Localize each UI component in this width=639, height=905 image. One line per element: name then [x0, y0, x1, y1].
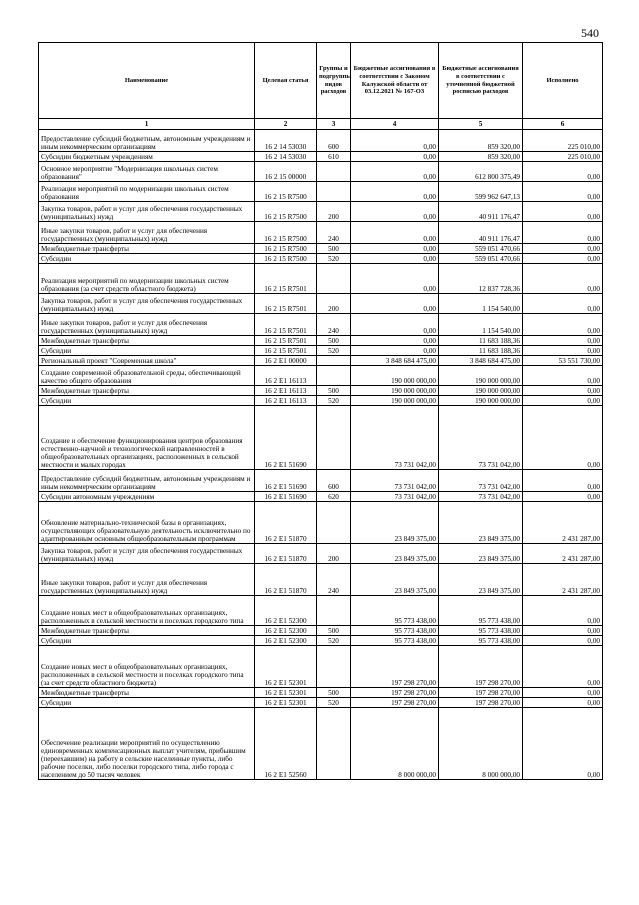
header-executed: Исполнено — [523, 43, 603, 119]
table-row — [39, 470, 603, 492]
cell-executed: 0,00 — [523, 202, 603, 222]
cell-group — [317, 162, 351, 182]
column-number: 3 — [317, 119, 351, 130]
cell-executed: 0,00 — [523, 636, 603, 646]
cell-law: 0,00 — [351, 222, 439, 244]
cell-refined: 859 320,00 — [439, 152, 523, 162]
cell-name: Предоставление субсидий бюджетным, автономным учреждениям и иным некоммерческим организациям — [39, 130, 255, 152]
cell-law: 197 298 270,00 — [351, 688, 439, 698]
cell-code: 16 2 E1 51690 — [255, 492, 317, 502]
cell-law: 95 773 438,00 — [351, 626, 439, 636]
cell-name: Создание и обеспечение функционирования центров образования естественно-научной и технологической направленностей в общеобразовательных организациях, расположенных в сельской местности и малых городах — [39, 406, 255, 470]
cell-executed: 0,00 — [523, 366, 603, 386]
cell-refined: 559 051 470,66 — [439, 244, 523, 254]
cell-group: 240 — [317, 564, 351, 596]
cell-name: Субсидии автономным учреждениям — [39, 492, 255, 502]
cell-name: Реализация мероприятий по модернизации школьных систем образования — [39, 182, 255, 202]
cell-law: 73 731 042,00 — [351, 492, 439, 502]
cell-name: Субсидии бюджетным учреждениям — [39, 152, 255, 162]
cell-refined: 23 849 375,00 — [439, 502, 523, 544]
cell-refined: 73 731 042,00 — [439, 470, 523, 492]
cell-group — [317, 596, 351, 626]
cell-name: Реализация мероприятий по модернизации школьных систем образования (за счет средств областного бюджета) — [39, 264, 255, 294]
table-row — [39, 688, 603, 698]
cell-law: 0,00 — [351, 182, 439, 202]
cell-code: 16 2 E1 52300 — [255, 596, 317, 626]
cell-group: 500 — [317, 336, 351, 346]
cell-refined: 11 683 188,36 — [439, 346, 523, 356]
cell-refined: 197 298 270,00 — [439, 698, 523, 708]
cell-executed: 225 010,00 — [523, 152, 603, 162]
table-row — [39, 244, 603, 254]
cell-law: 95 773 438,00 — [351, 636, 439, 646]
column-number: 6 — [523, 119, 603, 130]
cell-group: 500 — [317, 244, 351, 254]
cell-executed: 0,00 — [523, 244, 603, 254]
cell-code: 16 2 15 R7500 — [255, 182, 317, 202]
header-law: Бюджетные ассигнования в соответствии с Законом Калужской области от 03.12.2021 № 167-ОЗ — [351, 43, 439, 119]
cell-group — [317, 406, 351, 470]
cell-law: 8 000 000,00 — [351, 708, 439, 780]
cell-law: 23 849 375,00 — [351, 564, 439, 596]
cell-code: 16 2 E1 52301 — [255, 646, 317, 688]
cell-law: 197 298 270,00 — [351, 698, 439, 708]
cell-code: 16 2 E1 52560 — [255, 708, 317, 780]
cell-executed: 0,00 — [523, 626, 603, 636]
cell-name: Закупка товаров, работ и услуг для обеспечения государственных (муниципальных) нужд — [39, 294, 255, 314]
table-row — [39, 162, 603, 182]
cell-law: 23 849 375,00 — [351, 502, 439, 544]
cell-group: 500 — [317, 688, 351, 698]
cell-law: 0,00 — [351, 346, 439, 356]
cell-name: Субсидии — [39, 698, 255, 708]
table-row — [39, 386, 603, 396]
cell-group: 200 — [317, 544, 351, 564]
cell-law: 0,00 — [351, 202, 439, 222]
cell-executed: 2 431 287,00 — [523, 502, 603, 544]
table-row — [39, 130, 603, 152]
cell-name: Основное мероприятие "Модернизация школьных систем образования" — [39, 162, 255, 182]
cell-refined: 95 773 438,00 — [439, 626, 523, 636]
table-row — [39, 544, 603, 564]
table-row — [39, 356, 603, 366]
cell-code: 16 2 15 R7501 — [255, 336, 317, 346]
cell-law: 0,00 — [351, 264, 439, 294]
table-row — [39, 254, 603, 264]
cell-law: 0,00 — [351, 162, 439, 182]
table-row — [39, 182, 603, 202]
cell-group — [317, 366, 351, 386]
cell-law: 0,00 — [351, 336, 439, 346]
cell-executed: 2 431 287,00 — [523, 544, 603, 564]
cell-code: 16 2 15 R7500 — [255, 222, 317, 244]
table-row — [39, 294, 603, 314]
cell-law: 0,00 — [351, 314, 439, 336]
cell-law: 0,00 — [351, 152, 439, 162]
cell-name: Межбюджетные трансферты — [39, 688, 255, 698]
budget-table — [38, 42, 603, 780]
cell-name: Создание новых мест в общеобразовательных организациях, расположенных в сельской местности и поселках городского типа (за счет средств областного бюджета) — [39, 646, 255, 688]
column-number: 4 — [351, 119, 439, 130]
cell-name: Иные закупки товаров, работ и услуг для обеспечения государственных (муниципальных) нужд — [39, 314, 255, 336]
cell-name: Межбюджетные трансферты — [39, 626, 255, 636]
cell-group: 520 — [317, 346, 351, 356]
table-row — [39, 336, 603, 346]
table-row — [39, 396, 603, 406]
cell-refined: 12 837 728,36 — [439, 264, 523, 294]
cell-refined: 1 154 540,00 — [439, 314, 523, 336]
cell-code: 16 2 15 R7501 — [255, 346, 317, 356]
cell-code: 16 2 15 R7501 — [255, 264, 317, 294]
cell-name: Субсидии — [39, 636, 255, 646]
cell-group: 610 — [317, 152, 351, 162]
cell-group: 240 — [317, 222, 351, 244]
cell-name: Создание современной образовательной среды, обеспечивающей качество общего образования — [39, 366, 255, 386]
cell-code: 16 2 14 53030 — [255, 130, 317, 152]
cell-code: 16 2 15 R7501 — [255, 314, 317, 336]
table-row — [39, 222, 603, 244]
cell-executed: 0,00 — [523, 708, 603, 780]
cell-name: Иные закупки товаров, работ и услуг для обеспечения государственных (муниципальных) нужд — [39, 564, 255, 596]
cell-code: 16 2 14 53030 — [255, 152, 317, 162]
cell-refined: 95 773 438,00 — [439, 636, 523, 646]
cell-group: 520 — [317, 636, 351, 646]
cell-executed: 0,00 — [523, 336, 603, 346]
table-row — [39, 366, 603, 386]
cell-group — [317, 182, 351, 202]
cell-group — [317, 646, 351, 688]
cell-code: 16 2 15 R7500 — [255, 202, 317, 222]
cell-refined: 190 000 000,00 — [439, 396, 523, 406]
cell-code: 16 2 15 R7500 — [255, 244, 317, 254]
cell-group: 200 — [317, 202, 351, 222]
cell-group: 240 — [317, 314, 351, 336]
cell-code: 16 2 E1 52300 — [255, 626, 317, 636]
cell-code: 16 2 E1 51870 — [255, 502, 317, 544]
cell-group: 520 — [317, 254, 351, 264]
cell-refined: 859 320,00 — [439, 130, 523, 152]
column-number: 1 — [39, 119, 255, 130]
column-number: 2 — [255, 119, 317, 130]
cell-law: 0,00 — [351, 294, 439, 314]
cell-executed: 0,00 — [523, 346, 603, 356]
cell-name: Межбюджетные трансферты — [39, 244, 255, 254]
table-row — [39, 636, 603, 646]
cell-law: 3 848 684 475,00 — [351, 356, 439, 366]
cell-group — [317, 502, 351, 544]
cell-law: 0,00 — [351, 254, 439, 264]
table-row — [39, 564, 603, 596]
cell-name: Предоставление субсидий бюджетным, автономным учреждениям и иным некоммерческим организациям — [39, 470, 255, 492]
cell-code: 16 2 E1 52301 — [255, 698, 317, 708]
cell-executed: 0,00 — [523, 386, 603, 396]
header-group: Группы и подгруппы видов расходов — [317, 43, 351, 119]
page-number: 540 — [581, 26, 599, 40]
cell-refined: 73 731 042,00 — [439, 492, 523, 502]
cell-group: 620 — [317, 492, 351, 502]
cell-name: Субсидии — [39, 254, 255, 264]
cell-law: 73 731 042,00 — [351, 470, 439, 492]
table-row — [39, 596, 603, 626]
cell-name: Создание новых мест в общеобразовательных организациях, расположенных в сельской местности и поселках городского типа — [39, 596, 255, 626]
cell-name: Обновление материально-технической базы в организациях, осуществляющих образовательную деятельность исключительно по адаптированным основным общеобразовательным программам — [39, 502, 255, 544]
cell-refined: 73 731 042,00 — [439, 406, 523, 470]
cell-refined: 3 848 684 475,00 — [439, 356, 523, 366]
table-row — [39, 314, 603, 336]
cell-code: 16 2 E1 16113 — [255, 386, 317, 396]
table-row — [39, 502, 603, 544]
table-row — [39, 492, 603, 502]
cell-law: 190 000 000,00 — [351, 396, 439, 406]
table-row — [39, 152, 603, 162]
cell-name: Субсидии — [39, 346, 255, 356]
cell-group: 520 — [317, 396, 351, 406]
cell-executed: 0,00 — [523, 406, 603, 470]
cell-refined: 190 000 000,00 — [439, 386, 523, 396]
cell-name: Субсидии — [39, 396, 255, 406]
cell-refined: 197 298 270,00 — [439, 688, 523, 698]
cell-name: Закупка товаров, работ и услуг для обеспечения государственных (муниципальных) нужд — [39, 202, 255, 222]
column-number-row — [39, 119, 603, 130]
cell-executed: 225 010,00 — [523, 130, 603, 152]
cell-name: Иные закупки товаров, работ и услуг для обеспечения государственных (муниципальных) нужд — [39, 222, 255, 244]
table-row — [39, 708, 603, 780]
cell-refined: 11 683 188,36 — [439, 336, 523, 346]
cell-code: 16 2 15 R7500 — [255, 254, 317, 264]
cell-name: Закупка товаров, работ и услуг для обеспечения государственных (муниципальных) нужд — [39, 544, 255, 564]
cell-refined: 1 154 540,00 — [439, 294, 523, 314]
cell-group — [317, 708, 351, 780]
cell-code: 16 2 E1 16113 — [255, 366, 317, 386]
table-row — [39, 646, 603, 688]
table-row — [39, 202, 603, 222]
cell-law: 190 000 000,00 — [351, 386, 439, 396]
cell-executed: 0,00 — [523, 470, 603, 492]
cell-code: 16 2 E1 51870 — [255, 544, 317, 564]
cell-name: Межбюджетные трансферты — [39, 386, 255, 396]
cell-refined: 599 962 647,13 — [439, 182, 523, 202]
column-number: 5 — [439, 119, 523, 130]
cell-group: 500 — [317, 386, 351, 396]
header-refined: Бюджетные ассигнования в соответствии с уточненной бюджетной росписью расходов — [439, 43, 523, 119]
cell-group — [317, 356, 351, 366]
cell-executed: 53 551 730,00 — [523, 356, 603, 366]
cell-executed: 0,00 — [523, 396, 603, 406]
cell-code: 16 2 E1 51690 — [255, 470, 317, 492]
header-target: Целевая статья — [255, 43, 317, 119]
cell-law: 197 298 270,00 — [351, 646, 439, 688]
cell-group: 500 — [317, 626, 351, 636]
cell-refined: 197 298 270,00 — [439, 646, 523, 688]
cell-law: 0,00 — [351, 130, 439, 152]
table-row — [39, 264, 603, 294]
cell-executed: 0,00 — [523, 646, 603, 688]
cell-executed: 0,00 — [523, 182, 603, 202]
table-row — [39, 698, 603, 708]
cell-name: Межбюджетные трансферты — [39, 336, 255, 346]
cell-code: 16 2 E1 52300 — [255, 636, 317, 646]
cell-law: 95 773 438,00 — [351, 596, 439, 626]
cell-group: 600 — [317, 130, 351, 152]
cell-executed: 0,00 — [523, 294, 603, 314]
cell-executed: 0,00 — [523, 254, 603, 264]
cell-refined: 559 051 470,66 — [439, 254, 523, 264]
cell-code: 16 2 15 R7501 — [255, 294, 317, 314]
cell-group: 600 — [317, 470, 351, 492]
cell-law: 23 849 375,00 — [351, 544, 439, 564]
cell-group: 200 — [317, 294, 351, 314]
cell-group — [317, 264, 351, 294]
cell-refined: 40 911 176,47 — [439, 222, 523, 244]
cell-refined: 95 773 438,00 — [439, 596, 523, 626]
cell-code: 16 2 E1 51870 — [255, 564, 317, 596]
cell-name: Обеспечение реализации мероприятий по осуществлению единовременных компенсационных выплат учителям, прибывшим (переехавшим) на работу в сельские населенные пункты, либо рабочие поселки, либо поселки городского типа, либо города с населением до 50 тысяч человек — [39, 708, 255, 780]
header-row — [39, 43, 603, 119]
cell-law: 190 000 000,00 — [351, 366, 439, 386]
cell-refined: 23 849 375,00 — [439, 544, 523, 564]
table-row — [39, 406, 603, 470]
cell-executed: 0,00 — [523, 698, 603, 708]
cell-code: 16 2 E1 00000 — [255, 356, 317, 366]
table-row — [39, 346, 603, 356]
table-row — [39, 626, 603, 636]
cell-executed: 0,00 — [523, 264, 603, 294]
cell-executed: 0,00 — [523, 222, 603, 244]
cell-refined: 190 000 000,00 — [439, 366, 523, 386]
cell-refined: 40 911 176,47 — [439, 202, 523, 222]
cell-code: 16 2 E1 51690 — [255, 406, 317, 470]
cell-executed: 0,00 — [523, 688, 603, 698]
cell-name: Региональный проект "Современная школа" — [39, 356, 255, 366]
cell-refined: 23 849 375,00 — [439, 564, 523, 596]
cell-law: 0,00 — [351, 244, 439, 254]
cell-executed: 0,00 — [523, 596, 603, 626]
cell-executed: 0,00 — [523, 492, 603, 502]
cell-executed: 0,00 — [523, 314, 603, 336]
cell-law: 73 731 042,00 — [351, 406, 439, 470]
cell-code: 16 2 15 00000 — [255, 162, 317, 182]
cell-code: 16 2 E1 16113 — [255, 396, 317, 406]
cell-executed: 0,00 — [523, 162, 603, 182]
cell-executed: 2 431 287,00 — [523, 564, 603, 596]
cell-refined: 612 800 375,49 — [439, 162, 523, 182]
header-name: Наименование — [39, 43, 255, 119]
cell-group: 520 — [317, 698, 351, 708]
cell-refined: 8 000 000,00 — [439, 708, 523, 780]
cell-code: 16 2 E1 52301 — [255, 688, 317, 698]
